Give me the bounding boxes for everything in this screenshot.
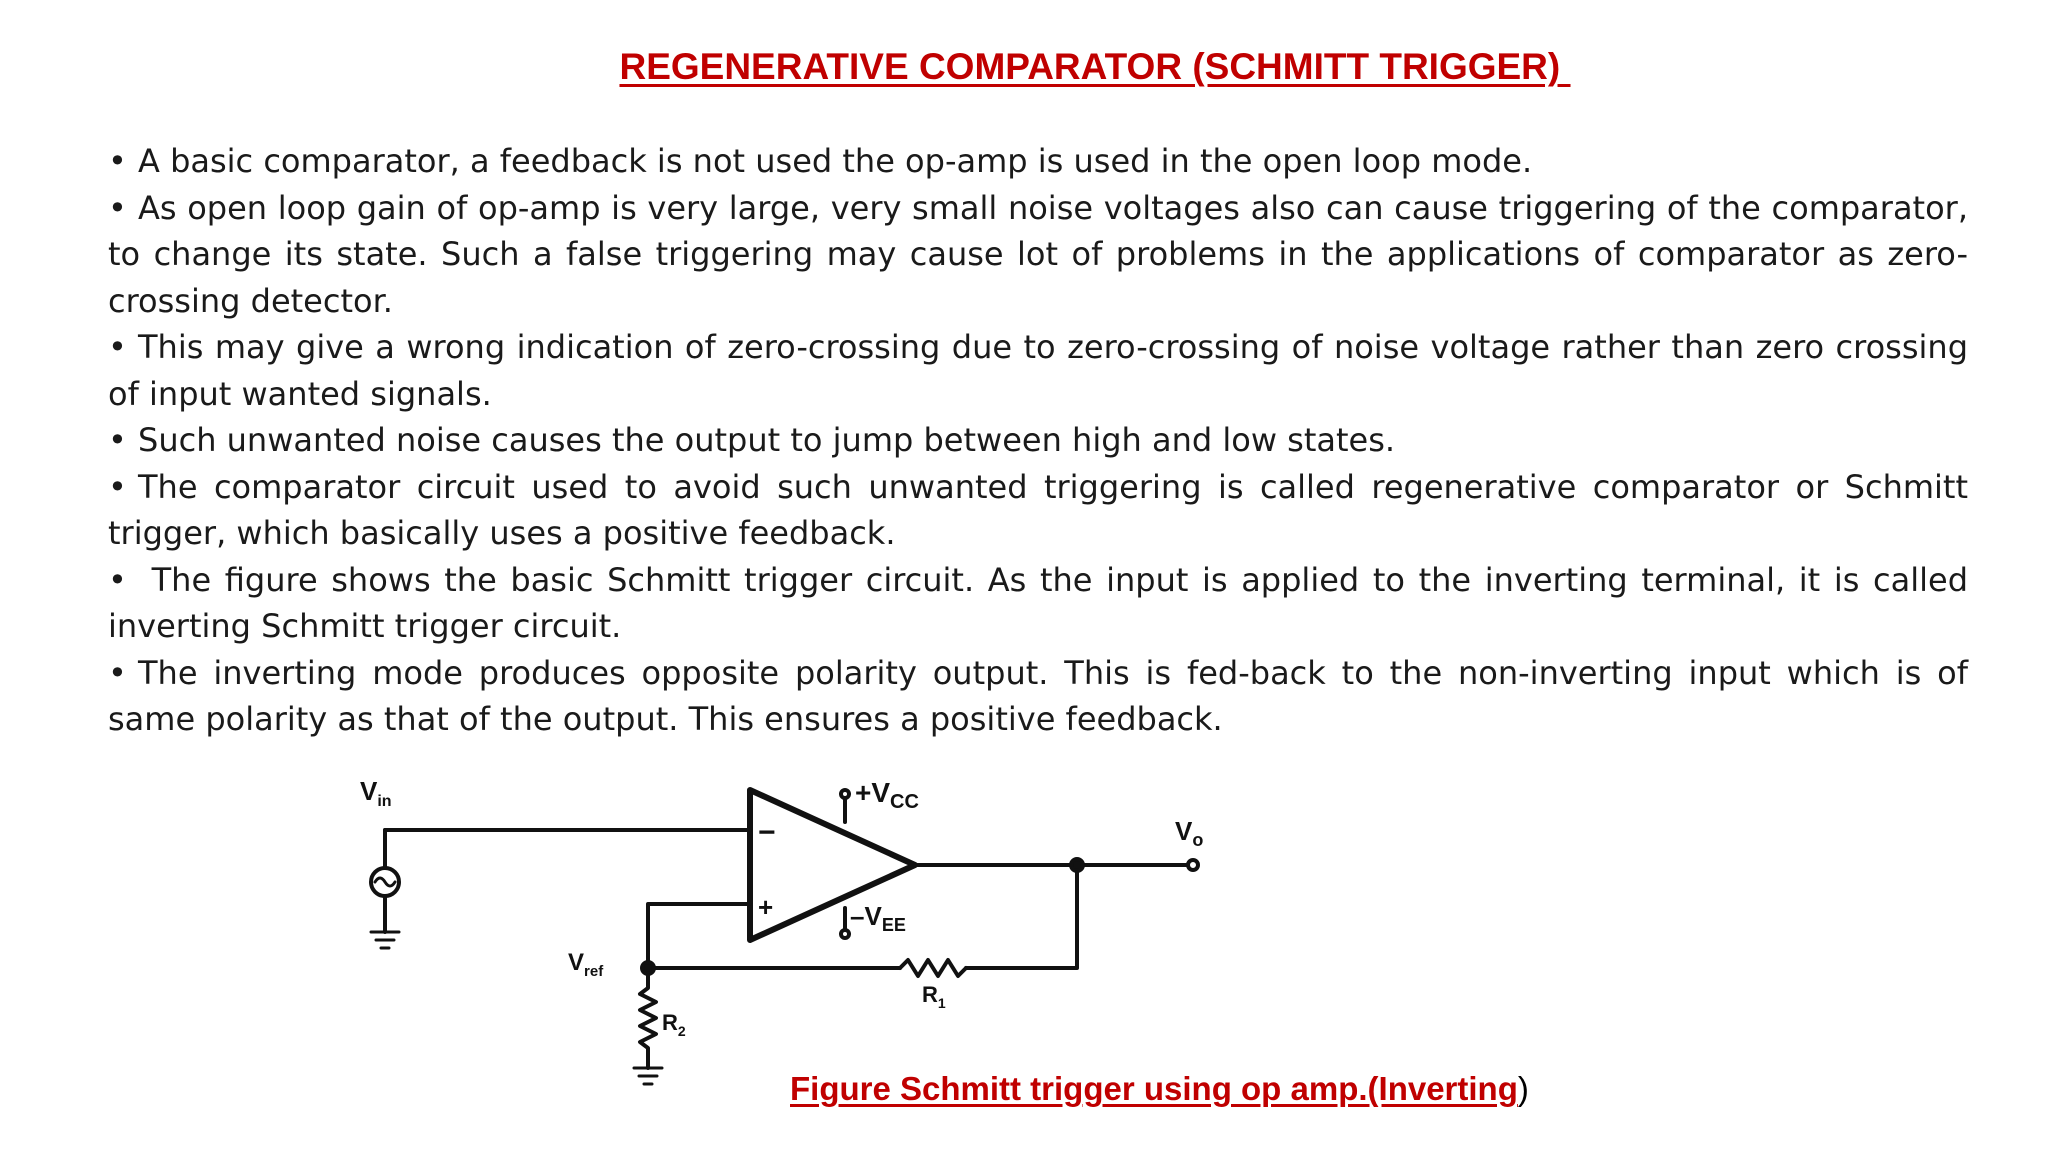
inverting-input-symbol: − xyxy=(758,816,776,849)
vin-label: $V_{in}$ xyxy=(360,776,392,810)
output-terminal xyxy=(1188,860,1198,870)
ground-icon xyxy=(371,932,399,948)
r1-label: $R_1$ xyxy=(922,982,946,1011)
vee-label: $-V_{EE}$ xyxy=(850,901,906,935)
non-inverting-input-symbol: + xyxy=(758,892,774,922)
figure-caption-text: Figure Schmitt trigger using op amp.(Inverting xyxy=(790,1070,1518,1107)
vcc-label: $+V_{CC}$ xyxy=(855,777,919,813)
circuit-diagram xyxy=(330,770,1230,1110)
bullet-item xyxy=(108,185,1968,325)
feedback-wire-right xyxy=(966,865,1077,968)
vcc-terminal xyxy=(841,790,849,798)
bullet-marker: • xyxy=(108,188,127,227)
figure-caption-close: ) xyxy=(1517,1070,1529,1107)
vref-label: $V_{ref}$ xyxy=(568,949,604,980)
bullet-item xyxy=(108,650,1968,743)
bullet-marker: • xyxy=(108,421,127,459)
figure-caption xyxy=(790,1070,1529,1108)
output-junction xyxy=(1071,859,1083,871)
bullet-item xyxy=(108,417,1968,464)
r2-resistor xyxy=(640,974,656,1068)
bullet-marker: • xyxy=(108,653,127,692)
bullet-item xyxy=(108,324,1968,417)
bullet-list xyxy=(108,138,1968,743)
bullet-marker: • xyxy=(108,328,127,366)
r2-label: $R_2$ xyxy=(662,1010,686,1039)
bullet-item xyxy=(108,138,1968,185)
bullet-marker: • xyxy=(108,560,127,599)
vo-label: $V_o$ xyxy=(1175,816,1204,850)
bullet-text: The inverting mode produces opposite polarity output. This is fed-back to the non-inverting input which is of same polarity as that of the output. This ensures a positive feedback. xyxy=(108,653,1968,738)
bullet-text: Such unwanted noise causes the output to jump between high and low states. xyxy=(138,421,1396,459)
r1-resistor xyxy=(900,960,966,976)
bullet-text: As open loop gain of op-amp is very large, very small noise voltages also can cause triggering of the comparator, to change its state. Such a false triggering may cause lot of problems in the applications of comparator as zero-crossing detector. xyxy=(108,188,1968,320)
sine-wave-icon xyxy=(375,878,395,886)
bullet-text: The comparator circuit used to avoid such unwanted triggering is called regenerative comparator or Schmitt trigger, which basically uses a positive feedback. xyxy=(108,467,1968,552)
page-title: REGENERATIVE COMPARATOR (SCHMITT TRIGGER) xyxy=(619,46,1571,87)
bullet-marker: • xyxy=(108,467,127,506)
non-inverting-input-wire xyxy=(648,904,750,968)
vee-terminal xyxy=(841,930,849,938)
bullet-item xyxy=(108,557,1968,650)
bullet-text: The figure shows the basic Schmitt trigger circuit. As the input is applied to the inverting terminal, it is called inverting Schmitt trigger circuit. xyxy=(108,560,1968,645)
bullet-marker: • xyxy=(108,142,127,180)
bullet-text: A basic comparator, a feedback is not used the op-amp is used in the open loop mode. xyxy=(138,142,1533,180)
schmitt-trigger-circuit xyxy=(330,770,1230,1110)
bullet-text: This may give a wrong indication of zero-crossing due to zero-crossing of noise voltage rather than zero crossing of input wanted signals. xyxy=(108,328,1968,413)
bullet-item xyxy=(108,464,1968,557)
ground-icon-r2 xyxy=(634,1068,662,1084)
